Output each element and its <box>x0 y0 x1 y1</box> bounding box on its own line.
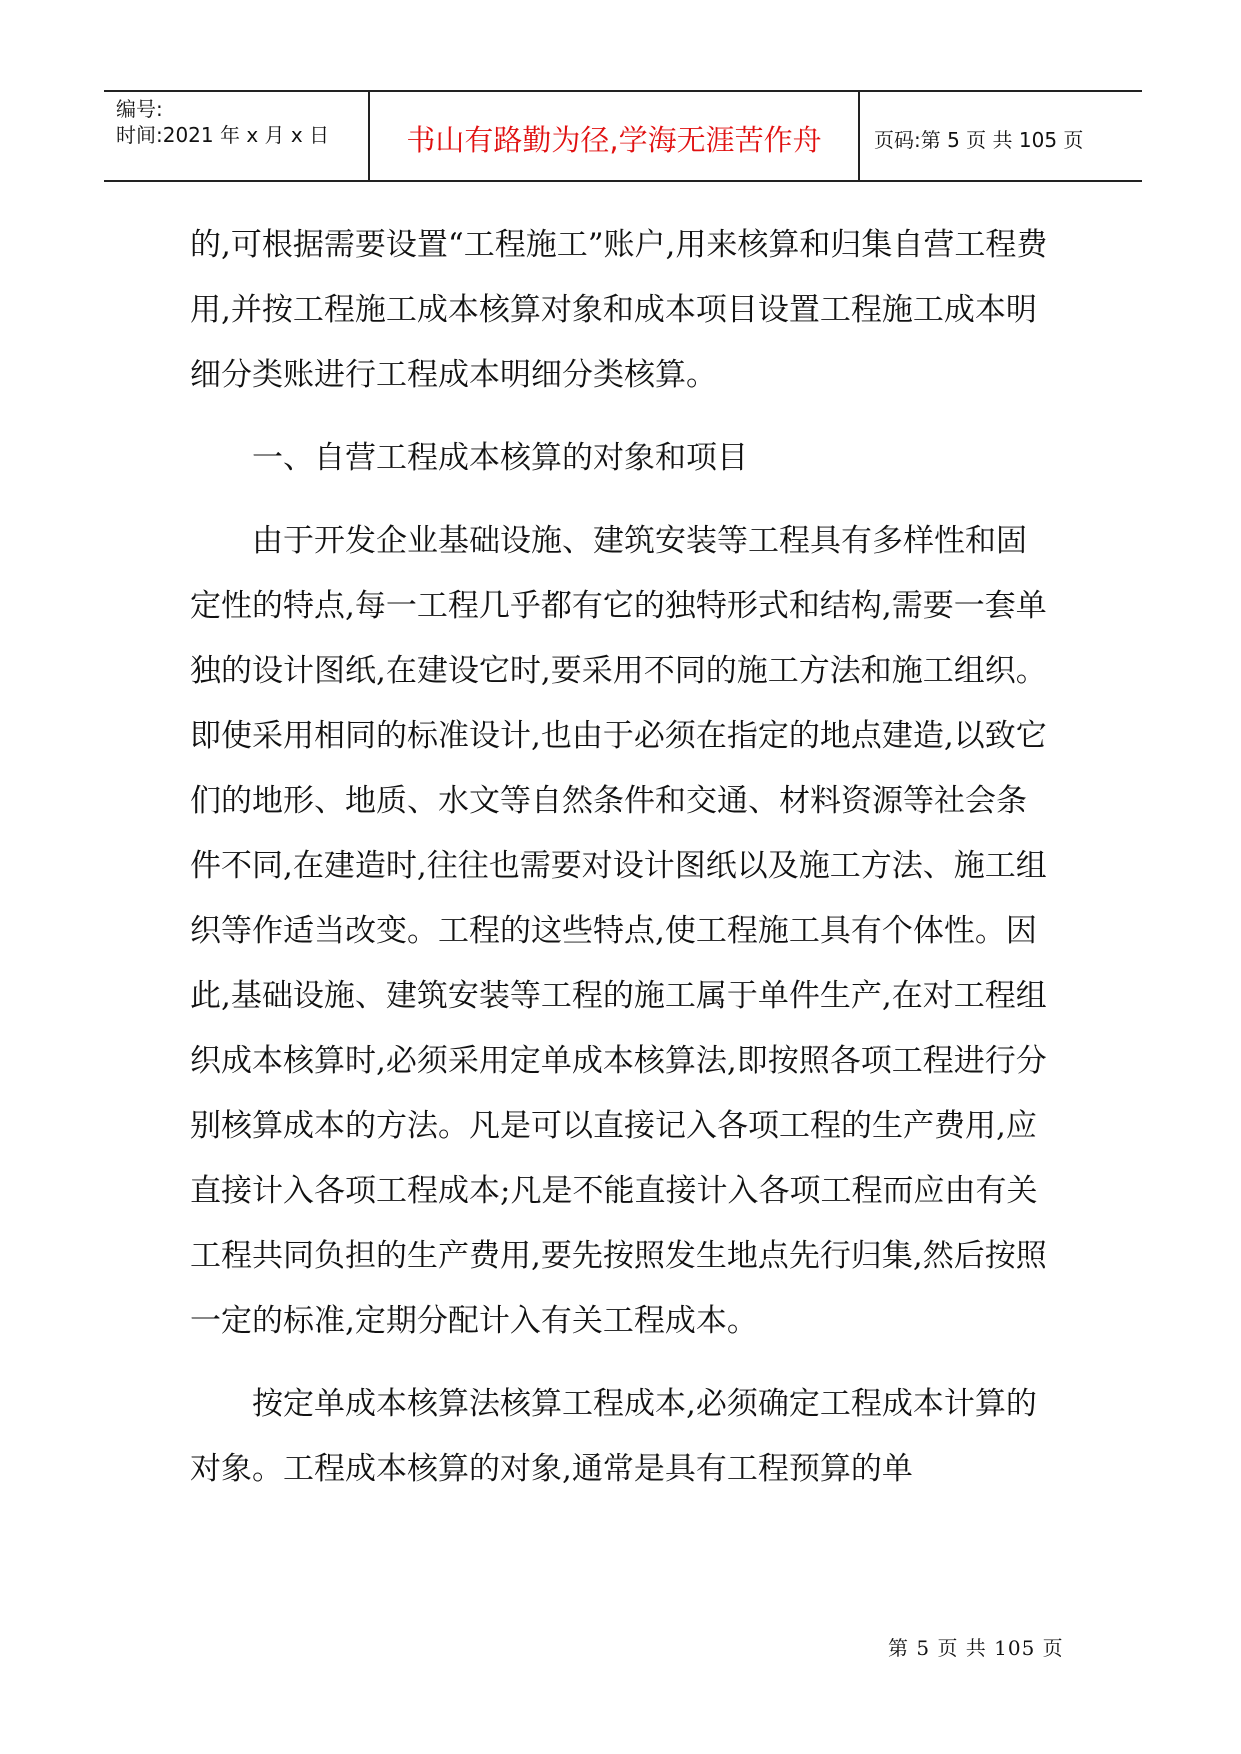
page-header <box>104 90 1142 182</box>
section-heading: 一、自营工程成本核算的对象和项目 <box>252 440 748 476</box>
header-page-number: 页码:第 5 页 共 105 页 <box>874 128 1084 152</box>
header-meta <box>116 96 329 148</box>
page-footer: 第 5 页 共 105 页 <box>888 1636 1064 1660</box>
paragraph: 由于开发企业基础设施、建筑安装等工程具有多样性和固定性的特点,每一工程几乎都有它的独特形式和结构,需要一套单独的设计图纸,在建设它时,要采用不同的施工方法和施工组织。即使采用相同的标准设计,也由于必须在指定的地点建造,以致它们的地形、地质、水文等自然条件和交通、材料资源等社会条件不同,在建造时,往往也需要对设计图纸以及施工方法、施工组织等作适当改变。工程的这些特点,使工程施工具有个体性。因此,基础设施、建筑安装等工程的施工属于单件生产,在对工程组织成本核算时,必须采用定单成本核算法,即按照各项工程进行分别核算成本的方法。凡是可以直接记入各项工程的生产费用,应直接计入各项工程成本;凡是不能直接计入各项工程而应由有关工程共同负担的生产费用,要先按照发生地点先行归集,然后按照一定的标准,定期分配计入有关工程成本。 <box>190 523 1047 1339</box>
time-label: 时间:2021 年 x 月 x 日 <box>116 123 330 147</box>
number-label: 编号: <box>116 97 163 121</box>
document-body <box>190 213 1050 1502</box>
paragraph: 的,可根据需要设置“工程施工”账户,用来核算和归集自营工程费用,并按工程施工成本核算对象和成本项目设置工程施工成本明细分类账进行工程成本明细分类核算。 <box>190 227 1048 393</box>
paragraph: 按定单成本核算法核算工程成本,必须确定工程成本计算的对象。工程成本核算的对象,通常是具有工程预算的单 <box>190 1386 1037 1487</box>
header-divider <box>858 92 860 180</box>
header-motto: 书山有路勤为径,学海无涯苦作舟 <box>406 123 822 157</box>
